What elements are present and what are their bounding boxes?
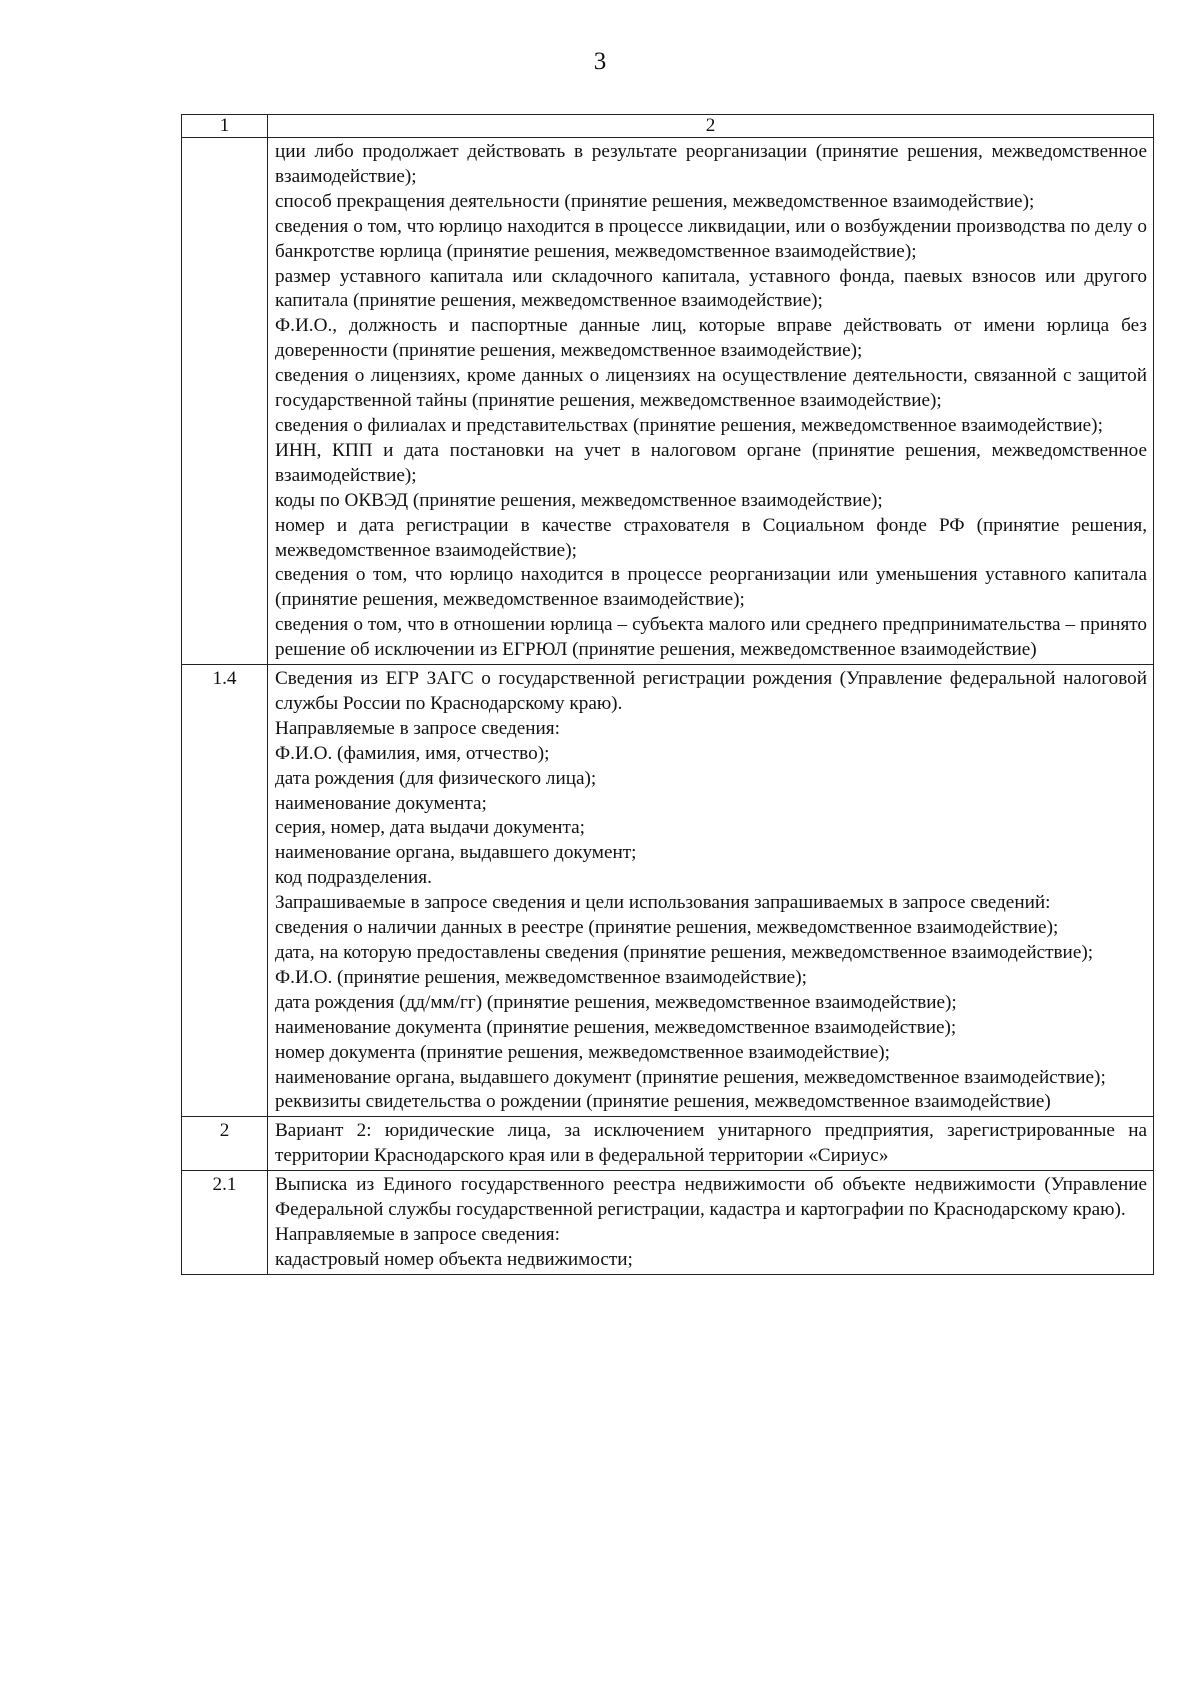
row-line: сведения о том, что юрлицо находится в процессе реорганизации или уменьшения уставного капитала (принятие решения, межведомственное взаимодействие); <box>275 564 1147 611</box>
row-line: сведения о наличии данных в реестре (принятие решения, межведомственное взаимодействие); <box>275 917 1059 939</box>
row-line: наименование органа, выдавшего документ; <box>275 842 637 864</box>
row-line: кадастровый номер объекта недвижимости; <box>275 1248 633 1270</box>
table-row-2-1 <box>182 1171 1154 1275</box>
row-line: сведения о лицензиях, кроме данных о лицензиях на осуществление деятельности, связанной с защитой государственной тайны (принятие решения, межведомственное взаимодействие); <box>275 365 1147 412</box>
row-content <box>268 138 1154 665</box>
row-line: ции либо продолжает действовать в результате реорганизации (принятие решения, межведомственное взаимодействие); <box>275 141 1147 187</box>
table-row-2 <box>182 1117 1154 1171</box>
table-header-row <box>182 115 1154 138</box>
row-line: ИНН, КПП и дата постановки на учет в налоговом органе (принятие решения, межведомственное взаимодействие); <box>275 439 1147 486</box>
row-line: сведения о том, что в отношении юрлица – субъекта малого или среднего предпринимательства – принято решение об исключении из ЕГРЮЛ (принятие решения, межведомственное взаимодействие) <box>275 614 1147 661</box>
row-line: номер документа (принятие решения, межведомственное взаимодействие); <box>275 1041 891 1063</box>
document-table <box>181 114 1154 1275</box>
row-line: дата рождения (для физического лица); <box>275 767 597 789</box>
table-row-continuation <box>182 138 1154 665</box>
row-line: Направляемые в запросе сведения: <box>275 1223 560 1245</box>
row-number: 2 <box>182 1117 268 1171</box>
row-line: наименование документа; <box>275 792 487 814</box>
row-line: способ прекращения деятельности (принятие решения, межведомственное взаимодействие); <box>275 190 1035 212</box>
row-line: Ф.И.О., должность и паспортные данные лиц, которые вправе действовать от имени юрлица без доверенности (принятие решения, межведомственное взаимодействие); <box>275 315 1147 362</box>
row-line: номер и дата регистрации в качестве страхователя в Социальном фонде РФ (принятие решения, межведомственное взаимодействие); <box>275 514 1147 561</box>
row-line: дата рождения (дд/мм/гг) (принятие решения, межведомственное взаимодействие); <box>275 991 957 1013</box>
row-line: коды по ОКВЭД (принятие решения, межведомственное взаимодействие); <box>275 489 883 511</box>
row-content <box>268 1171 1154 1275</box>
row-line: Выписка из Единого государственного реестра недвижимости об объекте недвижимости (Управление Федеральной службы государственной регистрации, кадастра и картографии по Краснодарскому краю). <box>275 1174 1147 1221</box>
table-row-1-4 <box>182 665 1154 1117</box>
row-line: серия, номер, дата выдачи документа; <box>275 817 585 839</box>
row-line: дата, на которую предоставлены сведения (принятие решения, межведомственное взаимодействие); <box>275 942 1094 963</box>
row-line: Сведения из ЕГР ЗАГС о государственной регистрации рождения (Управление федеральной налоговой службы России по Краснодарскому краю). <box>275 668 1147 714</box>
row-line: размер уставного капитала или складочного капитала, уставного фонда, паевых взносов или другого капитала (принятие решения, межведомственное взаимодействие); <box>275 265 1147 312</box>
row-line: реквизиты свидетельства о рождении (принятие решения, межведомственное взаимодействие) <box>275 1091 1051 1113</box>
row-line: наименование органа, выдавшего документ (принятие решения, межведомственное взаимодействие); <box>275 1066 1106 1088</box>
row-line: Запрашиваемые в запросе сведения и цели использования запрашиваемых в запросе сведений: <box>275 892 1051 914</box>
row-line: Ф.И.О. (фамилия, имя, отчество); <box>275 742 550 764</box>
header-col-1: 1 <box>182 115 268 138</box>
row-line: Ф.И.О. (принятие решения, межведомственное взаимодействие); <box>275 966 807 988</box>
row-line: Направляемые в запросе сведения: <box>275 717 560 739</box>
row-content <box>268 665 1154 1117</box>
row-number <box>182 138 268 665</box>
row-content <box>268 1117 1154 1171</box>
row-line: код подразделения. <box>275 867 432 889</box>
page-number: 3 <box>593 48 607 75</box>
row-line: наименование документа (принятие решения, межведомственное взаимодействие); <box>275 1016 957 1038</box>
row-number: 2.1 <box>182 1171 268 1275</box>
row-line: Вариант 2: юридические лица, за исключением унитарного предприятия, зарегистрированные на территории Краснодарского края или в федеральной территории «Сириус» <box>275 1120 1147 1167</box>
row-line: сведения о филиалах и представительствах (принятие решения, межведомственное взаимодействие); <box>275 414 1103 436</box>
row-number: 1.4 <box>182 665 268 1117</box>
header-col-2: 2 <box>268 115 1154 138</box>
row-line: сведения о том, что юрлицо находится в процессе ликвидации, или о возбуждении производства по делу о банкротстве юрлица (принятие решения, межведомственное взаимодействие); <box>275 215 1147 262</box>
